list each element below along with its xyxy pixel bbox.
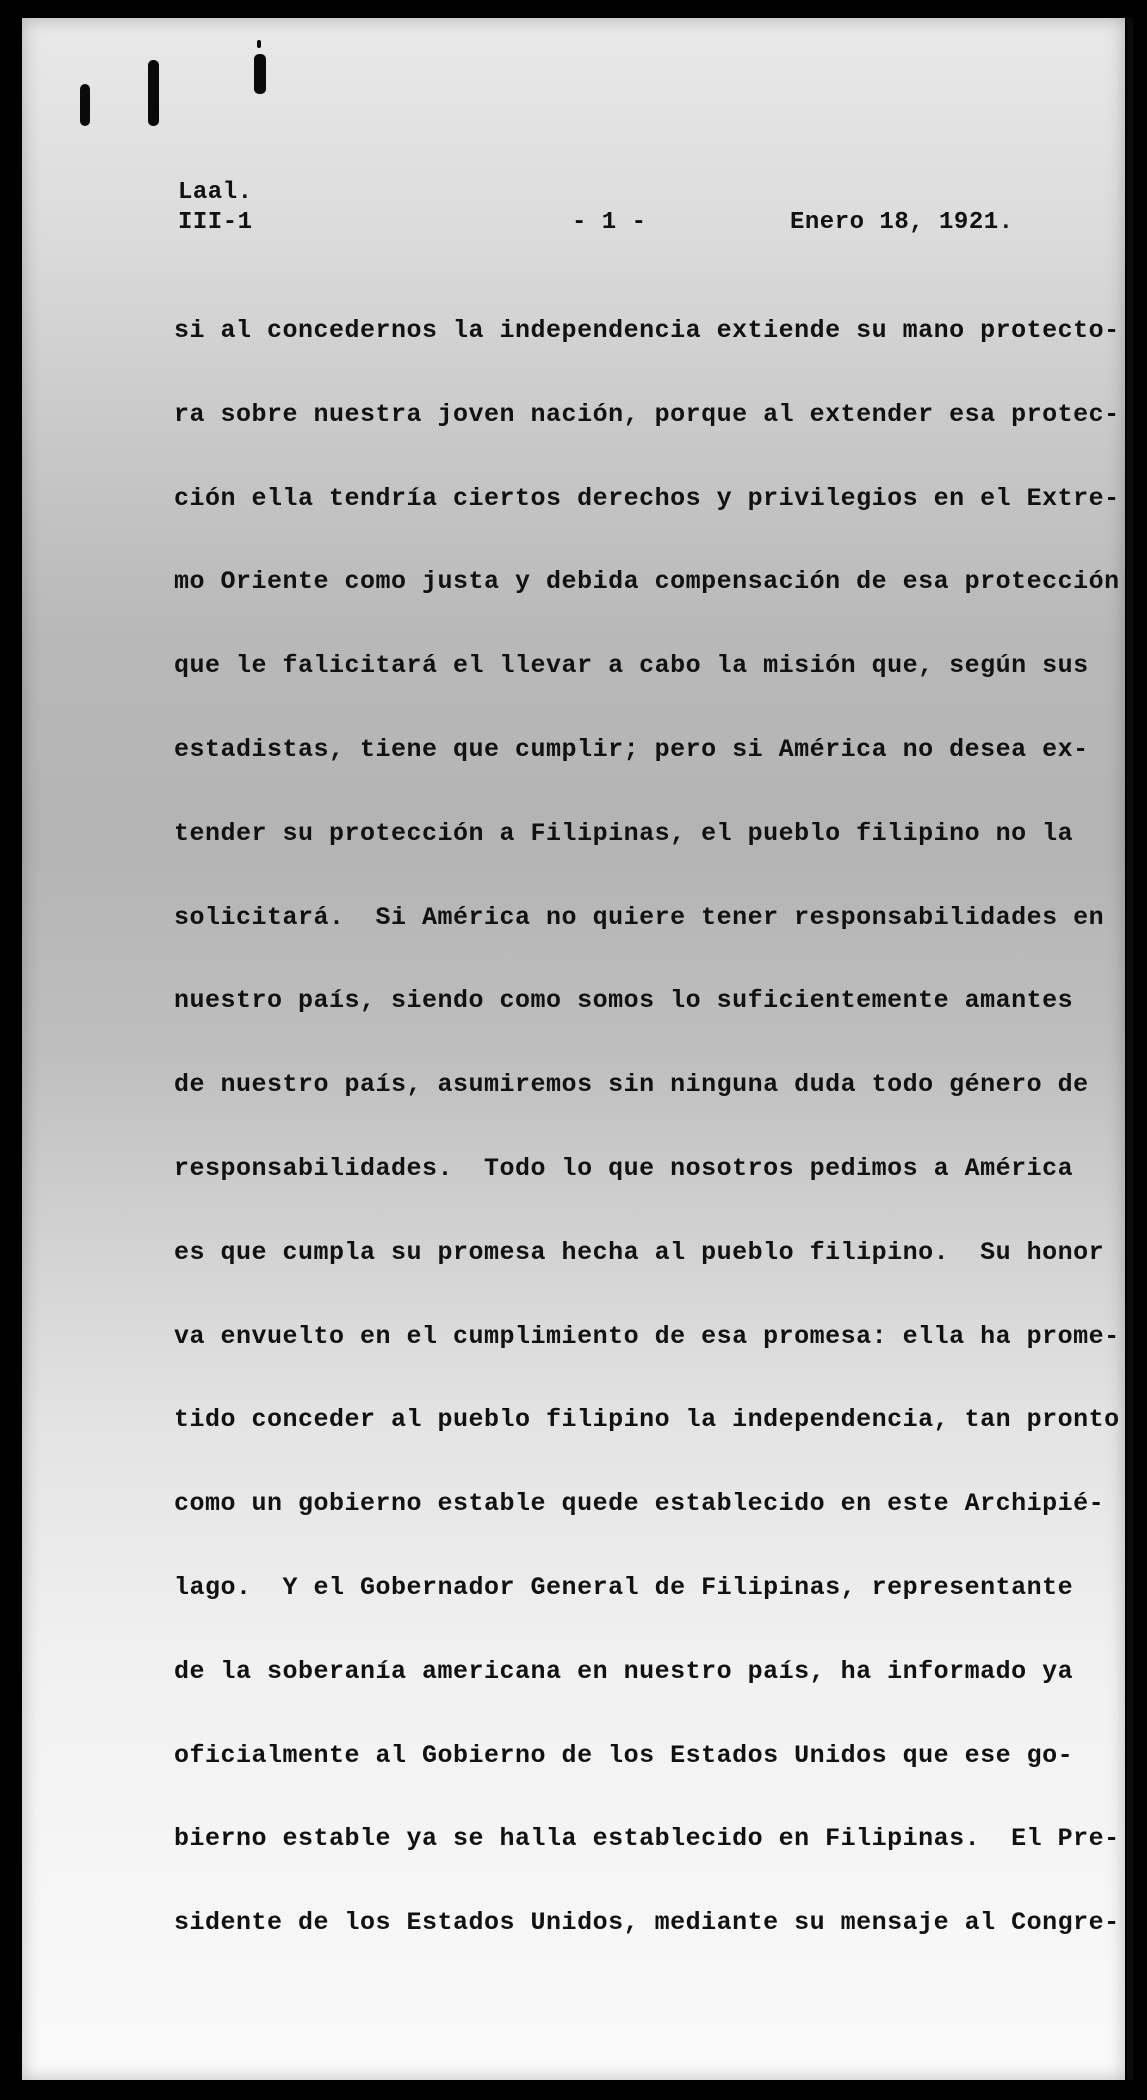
punch-mark [257, 40, 261, 48]
text-line: bierno estable ya se halla establecido en Filipinas. El Pre- [174, 1824, 1120, 1854]
text-line: lago. Y el Gobernador General de Filipinas, representante [174, 1572, 1074, 1602]
text-line: de nuestro país, asumiremos sin ninguna duda todo género de [174, 1070, 1089, 1100]
text-line: ción ella tendría ciertos derechos y privilegios en el Extre- [174, 483, 1120, 513]
text-line: si al concedernos la independencia extiende su mano protecto- [174, 316, 1120, 345]
text-line: responsabilidades. Todo lo que nosotros pedimos a América [174, 1153, 1074, 1183]
text-line: ra sobre nuestra joven nación, porque al extender esa protec- [174, 399, 1120, 429]
text-line: tido conceder al pueblo filipino la independencia, tan pronto [174, 1405, 1120, 1435]
text-line: es que cumpla su promesa hecha al pueblo filipino. Su honor [174, 1237, 1105, 1267]
header-reference-block [178, 178, 253, 238]
text-line: de la soberanía americana en nuestro país, ha informado ya [174, 1656, 1074, 1686]
text-line: que le falicitará el llevar a cabo la misión que, según sus [174, 651, 1089, 681]
text-line: mo Oriente como justa y debida compensación de esa protección [174, 567, 1120, 597]
punch-mark [254, 54, 266, 94]
body-text [174, 314, 1120, 1990]
text-line: solicitará. Si América no quiere tener responsabilidades en [174, 902, 1105, 932]
text-line: va envuelto en el cumplimiento de esa promesa: ella ha prome- [174, 1321, 1120, 1351]
text-line: nuestro país, siendo como somos lo suficientemente amantes [174, 986, 1074, 1016]
text-line: tender su protección a Filipinas, el pueblo filipino no la [174, 818, 1074, 848]
text-line: como un gobierno estable quede establecido en este Archipié- [174, 1489, 1105, 1519]
text-line: oficialmente al Gobierno de los Estados Unidos que ese go- [174, 1740, 1074, 1770]
header-reference: III-1 [178, 209, 253, 236]
text-line: sidente de los Estados Unidos, mediante su mensaje al Congre- [174, 1908, 1120, 1938]
punch-mark [148, 60, 159, 126]
page-edge [1127, 18, 1133, 2080]
text-line: estadistas, tiene que cumplir; pero si América no desea ex- [174, 734, 1089, 764]
header-initials: Laal. [178, 179, 253, 206]
letter-date: Enero 18, 1921. [790, 209, 1014, 236]
punch-mark [80, 84, 90, 126]
page-number: - 1 - [572, 209, 647, 236]
